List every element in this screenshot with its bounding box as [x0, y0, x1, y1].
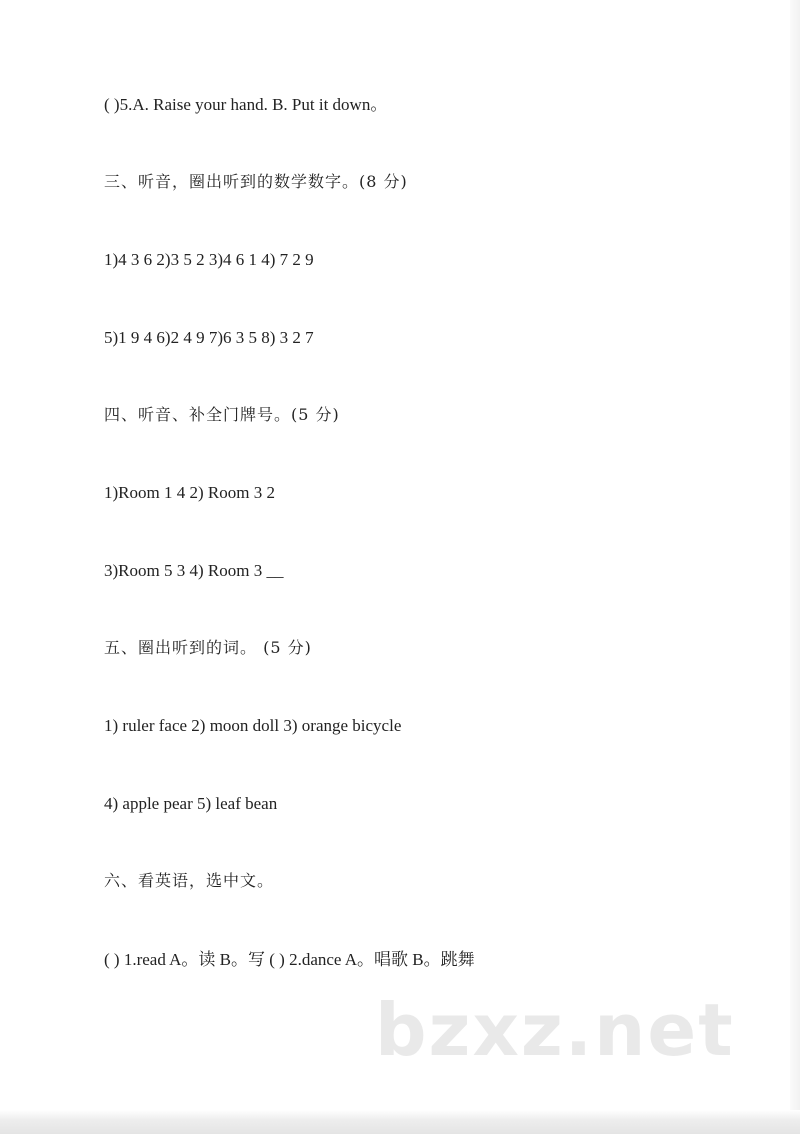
page-right-edge — [790, 0, 800, 1134]
section-3-heading: 三、听音，圈出听到的数学数字。(8 分) — [104, 172, 408, 191]
choice-row-1: ( ) 1.read A。读 B。写 ( ) 2.dance A。唱歌 B。跳舞 — [104, 950, 475, 969]
section-6-heading: 六、看英语，选中文。 — [104, 871, 275, 890]
section-5-heading: 五、圈出听到的词。 (5 分) — [104, 638, 312, 657]
page-bottom-edge — [0, 1110, 800, 1134]
room-row-2: 3)Room 5 3 4) Room 3 __ — [104, 561, 284, 580]
section-4-heading: 四、听音、补全门牌号。(5 分) — [104, 405, 340, 424]
number-row-1: 1)4 3 6 2)3 5 2 3)4 6 1 4) 7 2 9 — [104, 250, 314, 269]
word-row-2: 4) apple pear 5) leaf bean — [104, 794, 278, 813]
word-row-1: 1) ruler face 2) moon doll 3) orange bicycle — [104, 716, 402, 735]
watermark-logo: bzxz.net — [375, 988, 735, 1072]
question-5-line: ( )5.A. Raise your hand. B. Put it down。 — [104, 95, 388, 114]
number-row-2: 5)1 9 4 6)2 4 9 7)6 3 5 8) 3 2 7 — [104, 328, 314, 347]
room-row-1: 1)Room 1 4 2) Room 3 2 — [104, 483, 275, 502]
